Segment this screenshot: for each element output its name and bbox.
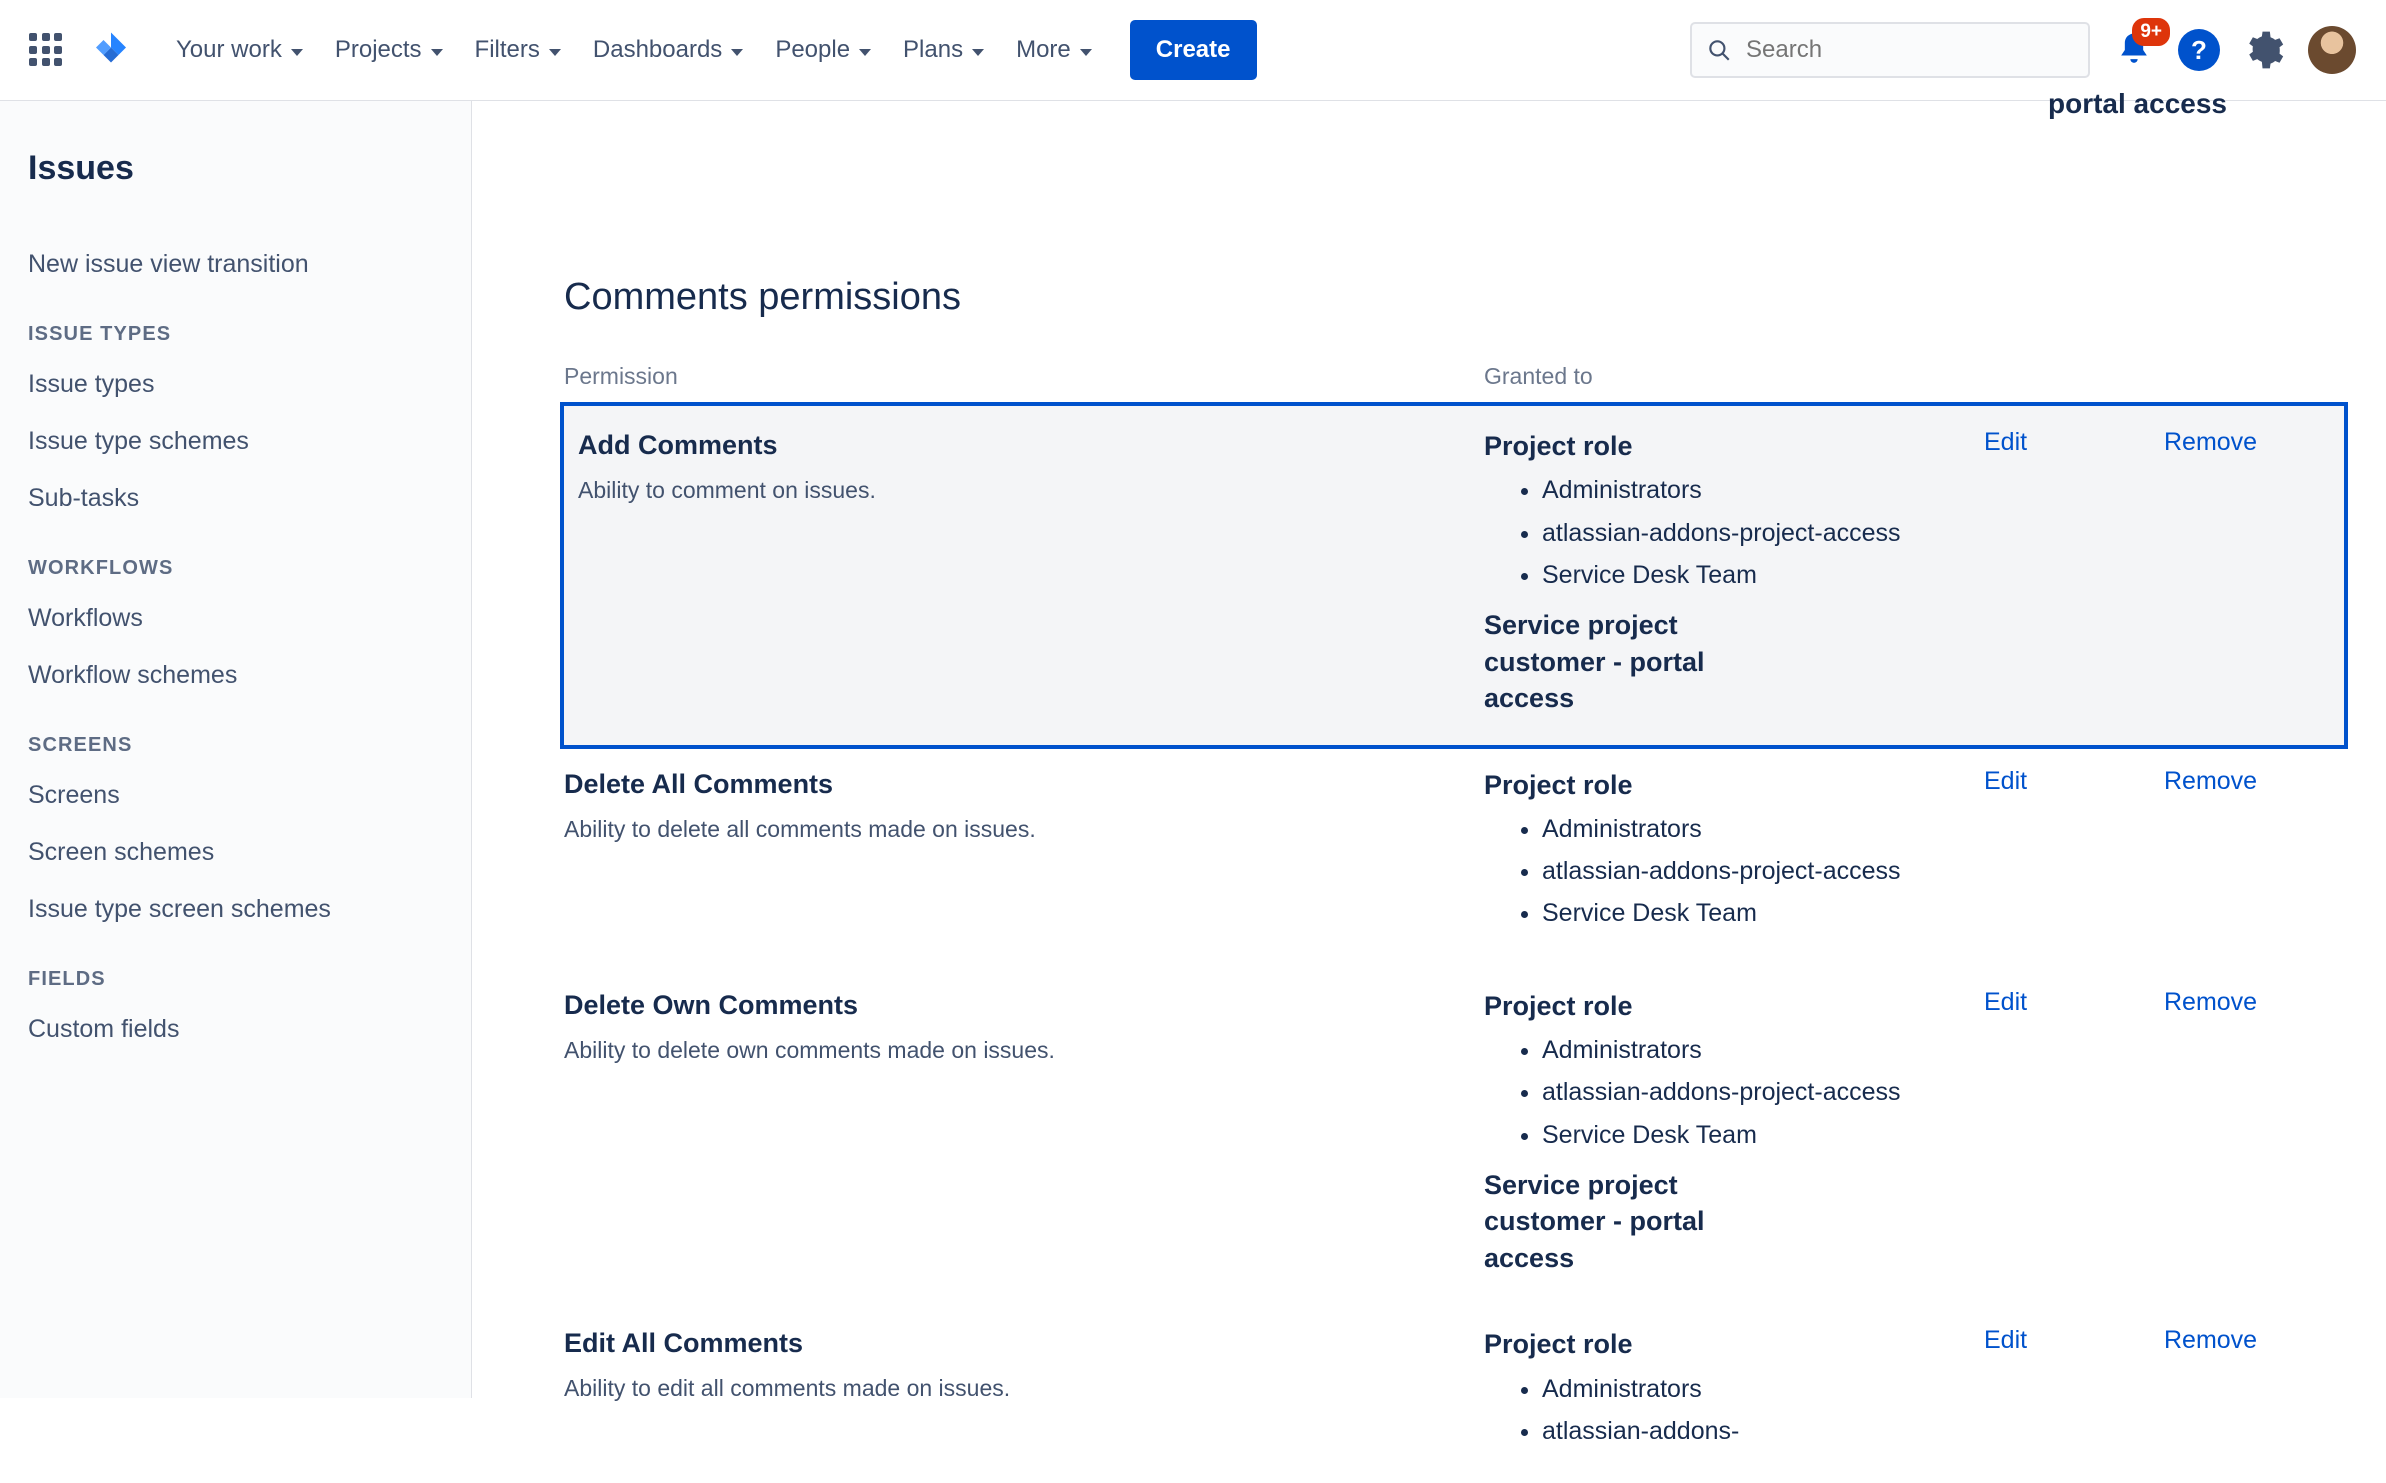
list-item: • Administrators	[1542, 1032, 1984, 1068]
table-row[interactable]	[564, 966, 2344, 1305]
main-content	[472, 88, 2386, 1445]
sidebar-item-issue-types[interactable]: Issue types	[28, 370, 155, 398]
remove-link[interactable]: Remove	[2164, 428, 2258, 456]
sidebar-item-new-issue-view-transition[interactable]: New issue view transition	[28, 250, 309, 278]
sidebar-group-issue-types: ISSUE TYPES	[28, 323, 172, 345]
edit-cell	[1984, 1304, 2164, 1483]
granted-to-cell	[1484, 406, 1984, 745]
edit-link[interactable]: Edit	[1984, 1326, 2028, 1355]
nav-label: People	[775, 36, 851, 63]
chevron-down-icon	[431, 49, 443, 56]
help-glyph: ?	[2191, 34, 2207, 65]
chevron-down-icon	[731, 49, 743, 56]
help-circle-icon[interactable]	[2178, 29, 2220, 71]
notifications-button[interactable]	[2112, 21, 2162, 72]
sidebar-item-sub-tasks[interactable]: Sub-tasks	[28, 484, 140, 512]
granted-to-cell	[1484, 1304, 1984, 1483]
list-item: • atlassian-addons-	[1542, 1413, 1984, 1449]
table-row[interactable]	[564, 406, 2344, 745]
create-button[interactable]: Create	[1130, 20, 1257, 80]
sidebar-item-workflow-schemes[interactable]: Workflow schemes	[28, 661, 238, 689]
remove-cell	[2164, 745, 2344, 966]
nav-label: Plans	[903, 36, 964, 63]
permission-cell	[564, 966, 1484, 1305]
nav-item-filters[interactable]	[461, 26, 575, 74]
sidebar-item-issue-type-schemes[interactable]: Issue type schemes	[28, 427, 249, 455]
nav-label: Projects	[334, 36, 422, 63]
nav-item-dashboards[interactable]	[579, 26, 757, 74]
nav-item-projects[interactable]	[321, 26, 457, 74]
remove-cell	[2164, 406, 2344, 745]
list-item: • Administrators	[1542, 472, 1984, 508]
nav-item-more[interactable]	[1002, 26, 1106, 74]
sidebar-group-fields: FIELDS	[28, 968, 106, 990]
jira-logo-icon[interactable]	[90, 28, 132, 72]
permission-description: Ability to comment on issues.	[578, 477, 876, 504]
permission-name: Delete All Comments	[564, 768, 834, 799]
sidebar-item-screens[interactable]: Screens	[28, 781, 120, 809]
granted-to-cell	[1484, 745, 1984, 966]
grant-heading: Project role	[1484, 990, 1633, 1021]
chevron-down-icon	[291, 49, 303, 56]
permission-description: Ability to edit all comments made on issues.	[564, 1375, 1011, 1402]
chevron-down-icon	[1080, 49, 1092, 56]
table-row[interactable]	[564, 745, 2344, 966]
nav-label: Filters	[474, 36, 540, 63]
nav-label: Dashboards	[592, 36, 723, 63]
remove-link[interactable]: Remove	[2164, 766, 2258, 795]
sidebar-item-issue-type-screen-schemes[interactable]: Issue type screen schemes	[28, 895, 331, 923]
sidebar-group-workflows: WORKFLOWS	[28, 557, 174, 579]
primary-nav-items	[162, 26, 1106, 74]
nav-label: More	[1016, 36, 1071, 63]
remove-link[interactable]: Remove	[2164, 1326, 2258, 1355]
permission-name: Delete Own Comments	[564, 989, 859, 1020]
chevron-down-icon	[859, 49, 871, 56]
edit-link[interactable]: Edit	[1984, 428, 2028, 456]
grant-heading: Project role	[1484, 769, 1633, 800]
permission-name: Edit All Comments	[564, 1328, 804, 1359]
notification-badge: 9+	[2132, 18, 2170, 46]
list-item: • atlassian-addons-project-access	[1542, 1074, 1984, 1110]
grant-list	[1484, 1371, 1984, 1450]
avatar[interactable]	[2308, 26, 2356, 74]
search-input[interactable]	[1744, 35, 2074, 65]
sidebar-title: Issues	[28, 149, 134, 187]
chevron-down-icon	[972, 49, 984, 56]
nav-label: Your work	[176, 36, 282, 63]
list-item: • Service Desk Team	[1542, 557, 1984, 593]
edit-link[interactable]: Edit	[1984, 987, 2028, 1016]
top-navigation-bar	[0, 0, 2386, 101]
search-icon	[1706, 37, 1732, 63]
permission-cell	[564, 406, 1484, 745]
edit-cell	[1984, 966, 2164, 1305]
grid-apps-icon[interactable]	[26, 30, 66, 70]
nav-item-your-work[interactable]	[162, 26, 317, 74]
list-item: • Service Desk Team	[1542, 895, 1984, 931]
list-item: • atlassian-addons-project-access	[1542, 515, 1984, 551]
table-row[interactable]	[564, 1304, 2344, 1483]
permissions-table	[564, 363, 2344, 1483]
edit-cell	[1984, 745, 2164, 966]
grant-heading-secondary: Service project customer - portal access	[1484, 610, 1705, 714]
gear-icon[interactable]	[2242, 28, 2286, 72]
sidebar-item-custom-fields[interactable]: Custom fields	[28, 1015, 180, 1043]
remove-cell	[2164, 966, 2344, 1305]
sidebar-item-workflows[interactable]: Workflows	[28, 604, 143, 632]
list-item: • Service Desk Team	[1542, 1117, 1984, 1153]
grant-list	[1484, 472, 1984, 593]
permission-cell	[564, 1304, 1484, 1483]
remove-cell	[2164, 1304, 2344, 1483]
grant-list	[1484, 1032, 1984, 1153]
edit-cell	[1984, 406, 2164, 745]
edit-link[interactable]: Edit	[1984, 766, 2028, 795]
list-item: • Administrators	[1542, 811, 1984, 847]
table-header-row	[564, 363, 2344, 406]
sidebar-group-screens: SCREENS	[28, 734, 133, 756]
list-item: • atlassian-addons-project-access	[1542, 853, 1984, 889]
column-header-granted-to: Granted to	[1484, 363, 1593, 389]
page-title: Comments permissions	[564, 276, 961, 318]
permission-description: Ability to delete own comments made on issues.	[564, 1036, 1055, 1063]
page-body	[0, 88, 2386, 1445]
permission-name: Add Comments	[578, 430, 778, 460]
grant-heading: Project role	[1484, 1329, 1633, 1360]
column-header-permission: Permission	[564, 363, 678, 389]
sidebar-item-screen-schemes[interactable]: Screen schemes	[28, 838, 215, 866]
nav-item-plans[interactable]	[889, 26, 998, 74]
search-box[interactable]	[1690, 22, 2090, 78]
permission-cell	[564, 745, 1484, 966]
settings-sidebar	[0, 101, 472, 1398]
permission-description: Ability to delete all comments made on issues.	[564, 815, 1036, 842]
granted-to-cell	[1484, 966, 1984, 1305]
remove-link[interactable]: Remove	[2164, 987, 2258, 1016]
grant-heading-secondary: Service project customer - portal access	[1484, 1169, 1705, 1273]
grant-heading: Project role	[1484, 431, 1633, 461]
previous-section-heading-fragment: portal access	[2048, 88, 2227, 119]
chevron-down-icon	[549, 49, 561, 56]
nav-right-cluster	[1690, 22, 2356, 78]
list-item: • Administrators	[1542, 1371, 1984, 1407]
grant-list	[1484, 811, 1984, 932]
nav-item-people[interactable]	[761, 26, 885, 74]
